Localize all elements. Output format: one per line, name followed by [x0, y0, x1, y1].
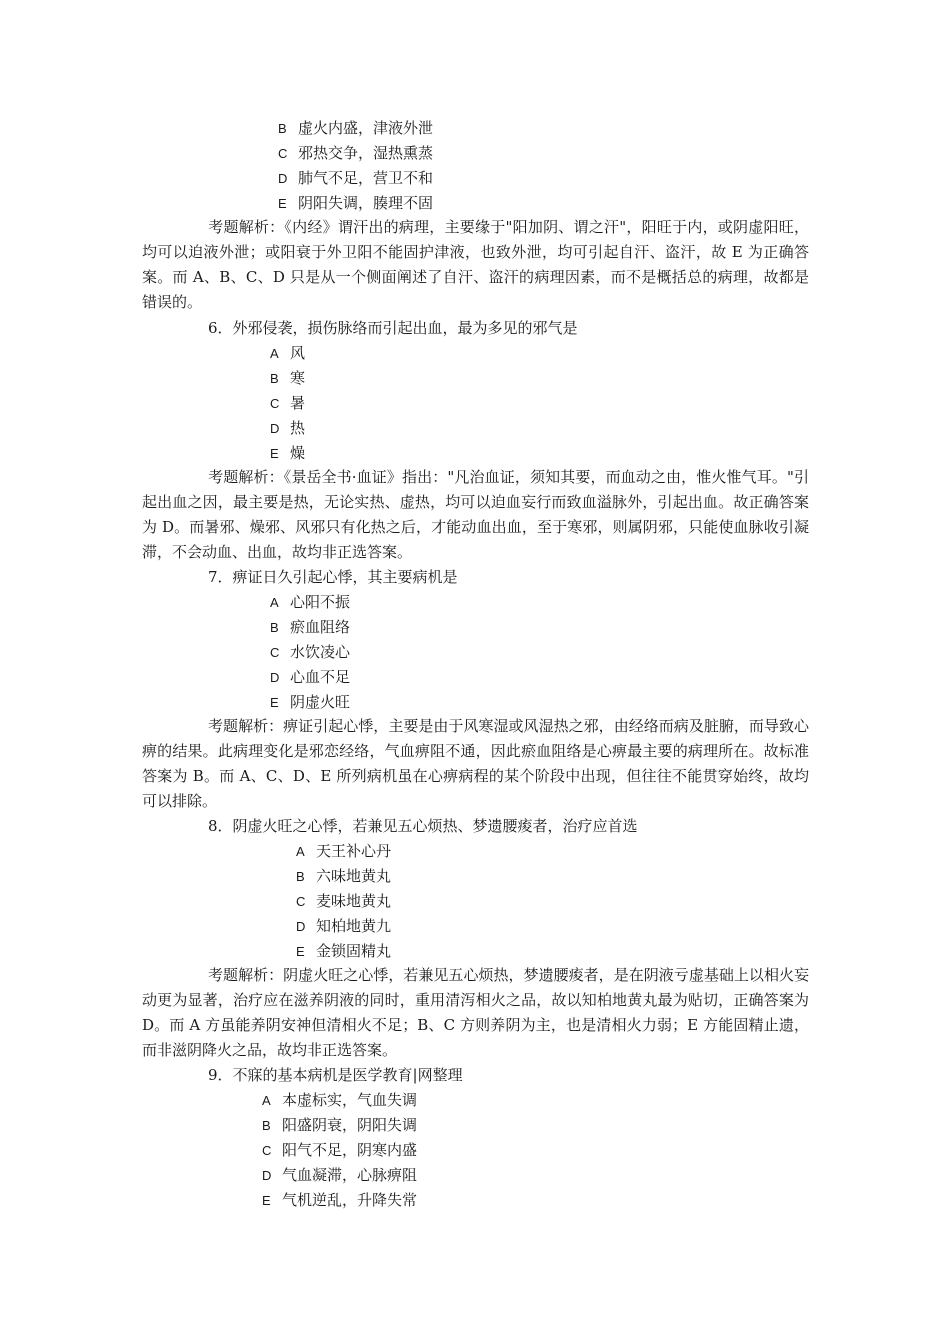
option-text: 风	[290, 344, 306, 362]
option-text: 天王补心丹	[316, 842, 392, 860]
option-letter: B	[270, 620, 279, 635]
analysis-paragraph	[142, 215, 809, 315]
option-line	[296, 867, 391, 886]
analysis-text: 考题解析：阴虚火旺之心悸，若兼见五心烦热，梦遗腰痠者，是在阴液亏虚基础上以相火妄动更为显著，治疗应在滋养阴液的同时，重用清泻相火之品，故以知柏地黄丸最为贴切，正确答案为 D。而 A 方虽能养阴安神但清相火不足；B、C 方则养阴为主，也是清相火力弱；E 方能固精止遗，而非滋阴降火之品，故均非正选答案。	[142, 966, 809, 1059]
question-stem: 6．外邪侵袭，损伤脉络而引起出血，最为多见的邪气是	[208, 319, 578, 337]
option-letter: A	[270, 595, 279, 610]
option-text: 虚火内盛，津液外泄	[298, 119, 434, 137]
option-line	[270, 593, 350, 612]
option-line	[296, 842, 391, 861]
question-stem: 7．痹证日久引起心悸，其主要病机是	[208, 568, 458, 586]
option-letter: B	[296, 869, 305, 884]
option-letter: D	[270, 670, 280, 685]
option-line	[296, 942, 391, 961]
option-text: 瘀血阻络	[290, 618, 351, 636]
option-line	[270, 369, 305, 388]
option-line	[262, 1116, 417, 1135]
option-text: 阳气不足，阴寒内盛	[282, 1141, 418, 1159]
option-letter: D	[296, 919, 306, 934]
option-line	[270, 444, 305, 463]
option-text: 气机逆乱，升降失常	[282, 1191, 418, 1209]
option-line	[270, 344, 305, 363]
option-text: 六味地黄丸	[316, 867, 392, 885]
option-text: 阴阳失调，腠理不固	[298, 194, 434, 212]
option-letter: A	[262, 1093, 271, 1108]
analysis-paragraph	[142, 963, 809, 1063]
option-letter: E	[262, 1193, 271, 1208]
option-text: 阳盛阴衰，阴阳失调	[282, 1116, 418, 1134]
option-line	[296, 917, 391, 936]
option-letter: C	[270, 396, 280, 411]
option-letter: B	[270, 371, 279, 386]
analysis-text: 考题解析：《景岳全书·血证》指出："凡治血证，须知其要，而血动之由，惟火惟气耳。"引起出血之因，最主要是热，无论实热、虚热，均可以迫血妄行而致血溢脉外，引起出血。故正确答案为 D。而暑邪、燥邪、风邪只有化热之后，才能动血出血，至于寒邪，则属阴邪，只能使血脉收引凝滞，不会动血、出血，故均非正选答案。	[142, 468, 809, 561]
option-line	[270, 693, 350, 712]
option-text: 暑	[290, 394, 306, 412]
option-text: 气血凝滞，心脉痹阻	[282, 1166, 418, 1184]
option-letter: E	[270, 446, 279, 461]
question-stem: 9．不寐的基本病机是医学教育|网整理	[208, 1066, 463, 1084]
option-letter: C	[270, 645, 280, 660]
option-text: 阴虚火旺	[290, 693, 351, 711]
option-letter: E	[296, 944, 305, 959]
option-text: 水饮凌心	[290, 643, 351, 661]
option-text: 肺气不足，营卫不和	[298, 169, 434, 187]
option-letter: E	[270, 695, 279, 710]
option-line	[278, 119, 433, 138]
option-letter: D	[278, 171, 288, 186]
option-line	[262, 1191, 417, 1210]
question-stem: 8．阴虚火旺之心悸，若兼见五心烦热、梦遗腰痠者，治疗应首选	[208, 817, 638, 835]
option-letter: A	[296, 844, 305, 859]
option-letter: B	[262, 1118, 271, 1133]
analysis-paragraph	[142, 465, 809, 565]
option-text: 麦味地黄丸	[316, 892, 392, 910]
option-text: 寒	[290, 369, 306, 387]
option-letter: D	[270, 421, 280, 436]
option-line	[278, 169, 433, 188]
option-letter: B	[278, 121, 287, 136]
option-letter: C	[278, 146, 288, 161]
option-line	[262, 1141, 417, 1160]
option-text: 心血不足	[290, 668, 351, 686]
option-letter: D	[262, 1168, 272, 1183]
option-text: 燥	[290, 444, 306, 462]
option-letter: C	[296, 894, 306, 909]
option-letter: C	[262, 1143, 272, 1158]
option-text: 金锁固精丸	[316, 942, 392, 960]
analysis-text: 考题解析：痹证引起心悸，主要是由于风寒湿或风湿热之邪，由经络而病及脏腑，而导致心痹的结果。此病理变化是邪恋经络，气血痹阻不通，因此瘀血阻络是心痹最主要的病理所在。故标准答案为 B。而 A、C、D、E 所列病机虽在心痹病程的某个阶段中出现，但往往不能贯穿始终，故均可以排除。	[142, 717, 809, 810]
option-letter: E	[278, 196, 287, 211]
option-text: 本虚标实，气血失调	[282, 1091, 418, 1109]
option-text: 知柏地黄九	[316, 917, 392, 935]
option-line	[278, 194, 433, 213]
option-text: 邪热交争，湿热熏蒸	[298, 144, 434, 162]
option-text: 热	[290, 419, 306, 437]
option-line	[270, 394, 305, 413]
analysis-paragraph	[142, 714, 809, 814]
option-line	[270, 668, 350, 687]
option-line	[278, 144, 433, 163]
option-line	[262, 1166, 417, 1185]
option-line	[262, 1091, 417, 1110]
option-line	[270, 643, 350, 662]
analysis-text: 考题解析：《内经》谓汗出的病理，主要缘于"阳加阴、谓之汗"，阳旺于内，或阴虚阳旺，均可以迫液外泄；或阳衰于外卫阳不能固护津液，也致外泄，均可引起自汗、盗汗，故 E 为正确答案。而 A、B、C、D 只是从一个侧面阐述了自汗、盗汗的病理因素，而不是概括总的病理，故都是错误的。	[142, 218, 809, 311]
option-line	[296, 892, 391, 911]
option-line	[270, 419, 305, 438]
option-line	[270, 618, 350, 637]
option-text: 心阳不振	[290, 593, 351, 611]
option-letter: A	[270, 346, 279, 361]
